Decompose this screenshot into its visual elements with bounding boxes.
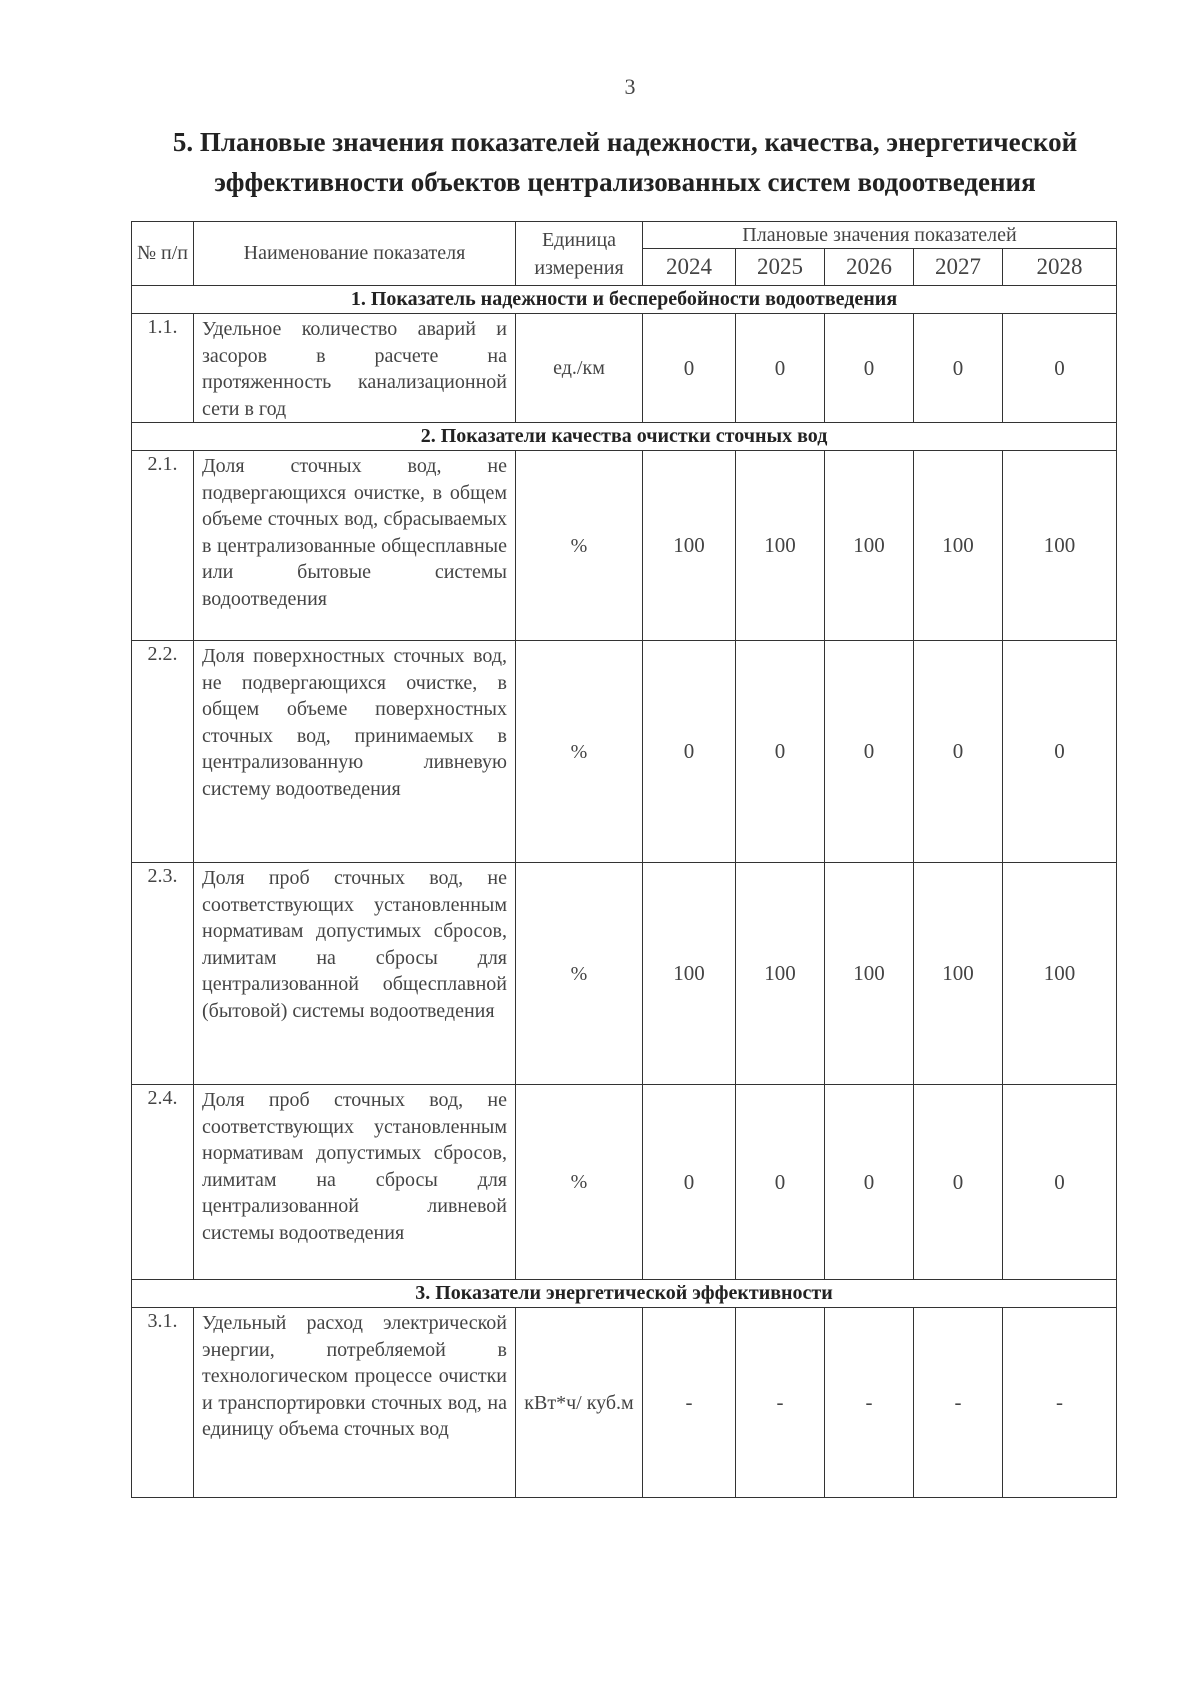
value-cell: 0 [1003, 641, 1117, 863]
value-cell: 0 [825, 314, 914, 423]
value-cell: 100 [914, 863, 1003, 1085]
section-title: 3. Показатели энергетической эффективности [132, 1280, 1117, 1308]
header-year: 2025 [736, 249, 825, 286]
value-cell: 100 [643, 863, 736, 1085]
row-number: 1.1. [132, 314, 194, 423]
section-row [132, 423, 1117, 451]
value-cell: - [643, 1308, 736, 1498]
value-cell: 0 [914, 314, 1003, 423]
row-number: 3.1. [132, 1308, 194, 1498]
indicator-name: Доля сточных вод, не подвергающихся очистке, в общем объеме сточных вод, сбрасываемых в централизованные общесплавные или бытовые системы водоотведения [194, 451, 516, 641]
value-cell: 100 [825, 863, 914, 1085]
value-cell: - [825, 1308, 914, 1498]
value-cell: 0 [914, 1085, 1003, 1280]
section-title: 2. Показатели качества очистки сточных вод [132, 423, 1117, 451]
value-cell: - [736, 1308, 825, 1498]
unit-cell: % [516, 1085, 643, 1280]
header-year: 2024 [643, 249, 736, 286]
indicator-name: Удельный расход электрической энергии, потребляемой в технологическом процессе очистки и транспортировки сточных вод, на единицу объема сточных вод [194, 1308, 516, 1498]
indicator-name: Удельное количество аварий и засоров в расчете на протяженность канализационной сети в год [194, 314, 516, 423]
value-cell: 0 [643, 641, 736, 863]
value-cell: 0 [643, 314, 736, 423]
header-year: 2026 [825, 249, 914, 286]
value-cell: 0 [736, 641, 825, 863]
unit-cell: ед./км [516, 314, 643, 423]
value-cell: 0 [736, 314, 825, 423]
row-number: 2.1. [132, 451, 194, 641]
table-row [132, 451, 1117, 641]
table-row [132, 641, 1117, 863]
value-cell: 100 [1003, 863, 1117, 1085]
indicators-table [131, 221, 1117, 1498]
value-cell: 0 [825, 1085, 914, 1280]
value-cell: 100 [643, 451, 736, 641]
row-number: 2.4. [132, 1085, 194, 1280]
value-cell: 0 [643, 1085, 736, 1280]
value-cell: 0 [825, 641, 914, 863]
page-number: 3 [624, 74, 636, 99]
row-number: 2.3. [132, 863, 194, 1085]
value-cell: 0 [736, 1085, 825, 1280]
unit-cell: % [516, 641, 643, 863]
header-planned-values: Плановые значения показателей [643, 222, 1117, 249]
value-cell: - [914, 1308, 1003, 1498]
value-cell: - [1003, 1308, 1117, 1498]
section-row [132, 1280, 1117, 1308]
document-title: 5. Плановые значения показателей надежности, качества, энергетической эффективности объектов централизованных систем водоотведения [172, 127, 1078, 197]
indicator-name: Доля проб сточных вод, не соответствующих установленным нормативам допустимых сбросов, лимитам на сбросы для централизованной ливневой системы водоотведения [194, 1085, 516, 1280]
value-cell: 100 [1003, 451, 1117, 641]
section-title: 1. Показатель надежности и бесперебойности водоотведения [132, 286, 1117, 314]
header-year: 2027 [914, 249, 1003, 286]
value-cell: 0 [1003, 314, 1117, 423]
table-row [132, 1085, 1117, 1280]
value-cell: 100 [825, 451, 914, 641]
table-row [132, 863, 1117, 1085]
header-num: № п/п [132, 222, 194, 286]
header-name: Наименование показателя [194, 222, 516, 286]
indicator-name: Доля проб сточных вод, не соответствующих установленным нормативам допустимых сбросов, лимитам на сбросы для централизованной общесплавной (бытовой) системы водоотведения [194, 863, 516, 1085]
value-cell: 0 [914, 641, 1003, 863]
header-row-1 [132, 222, 1117, 249]
value-cell: 100 [736, 863, 825, 1085]
value-cell: 100 [736, 451, 825, 641]
table-row [132, 1308, 1117, 1498]
unit-cell: % [516, 451, 643, 641]
table-row [132, 314, 1117, 423]
unit-cell: % [516, 863, 643, 1085]
unit-cell: кВт*ч/ куб.м [516, 1308, 643, 1498]
value-cell: 100 [914, 451, 1003, 641]
section-row [132, 286, 1117, 314]
header-year: 2028 [1003, 249, 1117, 286]
row-number: 2.2. [132, 641, 194, 863]
header-unit: Единица измерения [516, 222, 643, 286]
indicator-name: Доля поверхностных сточных вод, не подвергающихся очистке, в общем объеме поверхностных сточных вод, принимаемых в централизованную ливневую систему водоотведения [194, 641, 516, 863]
value-cell: 0 [1003, 1085, 1117, 1280]
